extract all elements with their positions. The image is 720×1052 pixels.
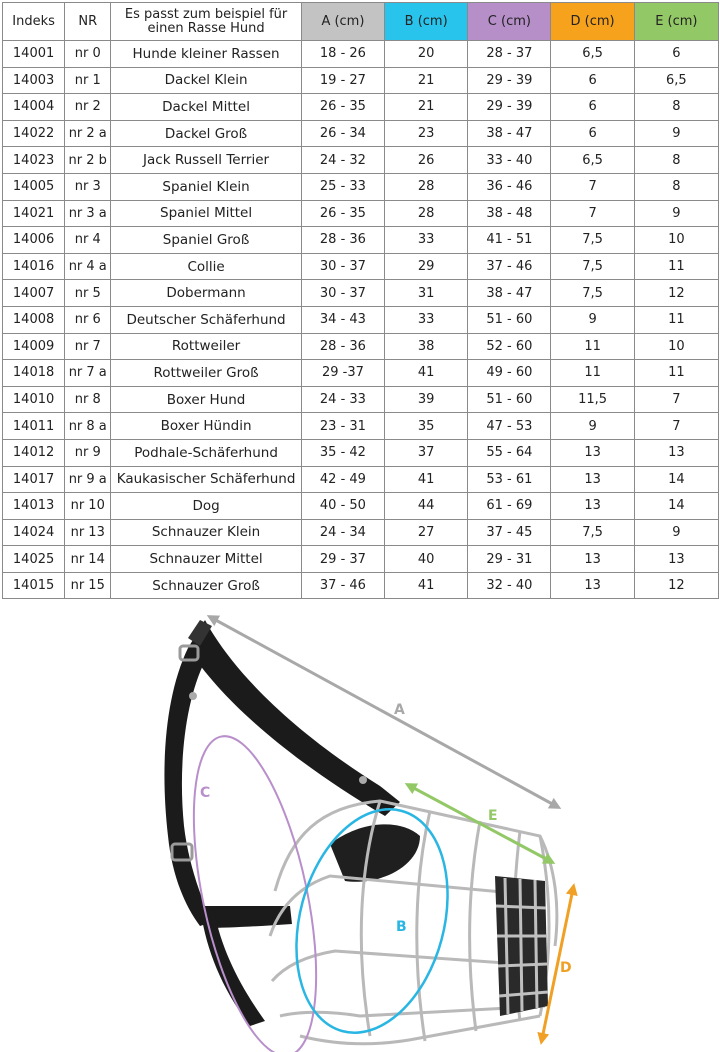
cell-b: 29	[385, 253, 468, 280]
cell-nr: nr 9	[65, 439, 111, 466]
cell-index: 14006	[3, 227, 65, 254]
cell-breed: Collie	[111, 253, 302, 280]
cell-e: 8	[634, 147, 718, 174]
cell-b: 41	[385, 466, 468, 493]
cell-a: 37 - 46	[301, 572, 384, 599]
cell-nr: nr 7	[65, 333, 111, 360]
cell-breed: Boxer Hund	[111, 386, 302, 413]
cell-nr: nr 1	[65, 67, 111, 94]
cell-a: 29 - 37	[301, 546, 384, 573]
table-row	[3, 120, 719, 147]
cell-d: 7,5	[551, 253, 634, 280]
cell-d: 13	[551, 439, 634, 466]
header-d: D (cm)	[551, 3, 634, 41]
cell-b: 41	[385, 360, 468, 387]
cell-a: 25 - 33	[301, 173, 384, 200]
cell-d: 11,5	[551, 386, 634, 413]
cell-a: 28 - 36	[301, 227, 384, 254]
cell-breed: Dog	[111, 493, 302, 520]
cell-index: 14001	[3, 41, 65, 68]
cell-index: 14007	[3, 280, 65, 307]
cell-c: 61 - 69	[468, 493, 551, 520]
cell-nr: nr 15	[65, 572, 111, 599]
cell-a: 26 - 35	[301, 200, 384, 227]
cell-e: 8	[634, 94, 718, 121]
cell-breed: Spaniel Groß	[111, 227, 302, 254]
cell-e: 9	[634, 200, 718, 227]
cell-index: 14024	[3, 519, 65, 546]
cell-e: 9	[634, 519, 718, 546]
cell-b: 31	[385, 280, 468, 307]
table-row	[3, 439, 719, 466]
cell-b: 23	[385, 120, 468, 147]
cell-nr: nr 4 a	[65, 253, 111, 280]
table-row	[3, 147, 719, 174]
cell-e: 14	[634, 466, 718, 493]
table-row	[3, 253, 719, 280]
cell-a: 24 - 32	[301, 147, 384, 174]
cell-b: 38	[385, 333, 468, 360]
cell-b: 40	[385, 546, 468, 573]
table-row	[3, 94, 719, 121]
cell-e: 7	[634, 386, 718, 413]
cell-breed: Schnauzer Klein	[111, 519, 302, 546]
cell-d: 11	[551, 360, 634, 387]
cell-d: 13	[551, 493, 634, 520]
cell-nr: nr 3 a	[65, 200, 111, 227]
cell-d: 7	[551, 200, 634, 227]
cell-b: 33	[385, 306, 468, 333]
cell-e: 11	[634, 306, 718, 333]
cell-b: 28	[385, 173, 468, 200]
cell-breed: Kaukasischer Schäferhund	[111, 466, 302, 493]
cell-b: 41	[385, 572, 468, 599]
cell-d: 13	[551, 572, 634, 599]
cell-nr: nr 6	[65, 306, 111, 333]
cell-index: 14008	[3, 306, 65, 333]
cell-b: 27	[385, 519, 468, 546]
cell-b: 21	[385, 67, 468, 94]
cell-c: 52 - 60	[468, 333, 551, 360]
table-body	[3, 41, 719, 599]
cell-e: 6,5	[634, 67, 718, 94]
cell-breed: Podhale-Schäferhund	[111, 439, 302, 466]
cell-c: 38 - 47	[468, 280, 551, 307]
cell-c: 51 - 60	[468, 306, 551, 333]
cell-b: 39	[385, 386, 468, 413]
cell-d: 7	[551, 173, 634, 200]
cell-b: 37	[385, 439, 468, 466]
cell-nr: nr 10	[65, 493, 111, 520]
cell-breed: Dackel Mittel	[111, 94, 302, 121]
cell-e: 11	[634, 360, 718, 387]
cell-d: 6	[551, 67, 634, 94]
cell-index: 14025	[3, 546, 65, 573]
table-row	[3, 200, 719, 227]
cell-d: 9	[551, 413, 634, 440]
cell-b: 21	[385, 94, 468, 121]
cell-e: 13	[634, 546, 718, 573]
cell-breed: Boxer Hündin	[111, 413, 302, 440]
cell-e: 10	[634, 227, 718, 254]
cell-b: 33	[385, 227, 468, 254]
cell-nr: nr 4	[65, 227, 111, 254]
cell-a: 18 - 26	[301, 41, 384, 68]
cell-e: 11	[634, 253, 718, 280]
cell-a: 24 - 33	[301, 386, 384, 413]
cell-nr: nr 7 a	[65, 360, 111, 387]
cell-breed: Schnauzer Groß	[111, 572, 302, 599]
cell-index: 14005	[3, 173, 65, 200]
cell-e: 9	[634, 120, 718, 147]
table-row	[3, 466, 719, 493]
cell-c: 53 - 61	[468, 466, 551, 493]
cell-d: 6	[551, 94, 634, 121]
label-b: B	[396, 919, 407, 935]
table-row	[3, 519, 719, 546]
cell-b: 20	[385, 41, 468, 68]
cell-e: 6	[634, 41, 718, 68]
cell-c: 38 - 48	[468, 200, 551, 227]
muzzle-diagram	[0, 606, 720, 1052]
table-row	[3, 493, 719, 520]
cell-c: 28 - 37	[468, 41, 551, 68]
cell-index: 14009	[3, 333, 65, 360]
table-row	[3, 546, 719, 573]
cell-c: 29 - 39	[468, 67, 551, 94]
cell-a: 30 - 37	[301, 280, 384, 307]
cell-a: 35 - 42	[301, 439, 384, 466]
cell-c: 41 - 51	[468, 227, 551, 254]
cell-d: 6,5	[551, 41, 634, 68]
cell-breed: Rottweiler Groß	[111, 360, 302, 387]
table-row	[3, 333, 719, 360]
cell-a: 30 - 37	[301, 253, 384, 280]
cell-a: 40 - 50	[301, 493, 384, 520]
cell-c: 38 - 47	[468, 120, 551, 147]
cell-e: 14	[634, 493, 718, 520]
cell-index: 14012	[3, 439, 65, 466]
label-d: D	[560, 960, 572, 976]
cell-d: 7,5	[551, 519, 634, 546]
cell-nr: nr 2	[65, 94, 111, 121]
header-e: E (cm)	[634, 3, 718, 41]
cell-e: 12	[634, 280, 718, 307]
cell-b: 26	[385, 147, 468, 174]
measure-e-arrow	[410, 786, 550, 861]
label-e: E	[488, 808, 498, 824]
cell-d: 11	[551, 333, 634, 360]
cell-e: 8	[634, 173, 718, 200]
cell-a: 19 - 27	[301, 67, 384, 94]
cell-index: 14016	[3, 253, 65, 280]
cell-e: 13	[634, 439, 718, 466]
cell-index: 14022	[3, 120, 65, 147]
cell-index: 14017	[3, 466, 65, 493]
cell-d: 9	[551, 306, 634, 333]
cell-b: 28	[385, 200, 468, 227]
cell-d: 6	[551, 120, 634, 147]
cell-nr: nr 14	[65, 546, 111, 573]
cell-c: 33 - 40	[468, 147, 551, 174]
cell-nr: nr 8 a	[65, 413, 111, 440]
cell-nr: nr 13	[65, 519, 111, 546]
cell-d: 13	[551, 466, 634, 493]
cell-index: 14003	[3, 67, 65, 94]
cell-breed: Spaniel Klein	[111, 173, 302, 200]
cell-nr: nr 5	[65, 280, 111, 307]
cell-index: 14021	[3, 200, 65, 227]
cell-breed: Dackel Groß	[111, 120, 302, 147]
label-a: A	[394, 702, 405, 718]
cell-b: 35	[385, 413, 468, 440]
cell-nr: nr 0	[65, 41, 111, 68]
cell-c: 51 - 60	[468, 386, 551, 413]
header-breed: Es passt zum beispiel für einen Rasse Hund	[111, 3, 302, 41]
cell-c: 37 - 45	[468, 519, 551, 546]
cell-breed: Deutscher Schäferhund	[111, 306, 302, 333]
cell-index: 14011	[3, 413, 65, 440]
cell-c: 29 - 39	[468, 94, 551, 121]
cell-breed: Spaniel Mittel	[111, 200, 302, 227]
cell-a: 24 - 34	[301, 519, 384, 546]
cell-e: 10	[634, 333, 718, 360]
cell-d: 7,5	[551, 227, 634, 254]
cell-breed: Jack Russell Terrier	[111, 147, 302, 174]
header-nr: NR	[65, 3, 111, 41]
header-index: Indeks	[3, 3, 65, 41]
cell-d: 7,5	[551, 280, 634, 307]
header-c: C (cm)	[468, 3, 551, 41]
cell-a: 42 - 49	[301, 466, 384, 493]
cell-c: 36 - 46	[468, 173, 551, 200]
cell-breed: Dackel Klein	[111, 67, 302, 94]
cell-index: 14015	[3, 572, 65, 599]
cell-index: 14004	[3, 94, 65, 121]
cell-index: 14018	[3, 360, 65, 387]
cell-c: 47 - 53	[468, 413, 551, 440]
cell-nr: nr 2 a	[65, 120, 111, 147]
header-row	[3, 3, 719, 41]
cell-e: 12	[634, 572, 718, 599]
cell-c: 55 - 64	[468, 439, 551, 466]
cell-breed: Dobermann	[111, 280, 302, 307]
table-row	[3, 67, 719, 94]
cell-breed: Schnauzer Mittel	[111, 546, 302, 573]
cell-e: 7	[634, 413, 718, 440]
cell-a: 26 - 35	[301, 94, 384, 121]
table-row	[3, 413, 719, 440]
label-c: C	[200, 785, 211, 801]
cell-c: 37 - 46	[468, 253, 551, 280]
cell-breed: Rottweiler	[111, 333, 302, 360]
cell-nr: nr 8	[65, 386, 111, 413]
cell-a: 28 - 36	[301, 333, 384, 360]
table-row	[3, 41, 719, 68]
cell-a: 23 - 31	[301, 413, 384, 440]
table-row	[3, 386, 719, 413]
cell-index: 14013	[3, 493, 65, 520]
table-row	[3, 572, 719, 599]
cell-a: 34 - 43	[301, 306, 384, 333]
cell-nr: nr 3	[65, 173, 111, 200]
cell-b: 44	[385, 493, 468, 520]
header-b: B (cm)	[385, 3, 468, 41]
cell-c: 29 - 31	[468, 546, 551, 573]
nose-pad	[330, 824, 420, 881]
table-row	[3, 360, 719, 387]
table-row	[3, 227, 719, 254]
cell-nr: nr 9 a	[65, 466, 111, 493]
cell-a: 29 -37	[301, 360, 384, 387]
size-table	[2, 2, 719, 599]
cell-c: 32 - 40	[468, 572, 551, 599]
cell-a: 26 - 34	[301, 120, 384, 147]
header-a: A (cm)	[301, 3, 384, 41]
cell-index: 14023	[3, 147, 65, 174]
cell-d: 13	[551, 546, 634, 573]
table-row	[3, 306, 719, 333]
top-strap	[188, 620, 400, 816]
cell-c: 49 - 60	[468, 360, 551, 387]
table-row	[3, 173, 719, 200]
cell-breed: Hunde kleiner Rassen	[111, 41, 302, 68]
cell-index: 14010	[3, 386, 65, 413]
cell-d: 6,5	[551, 147, 634, 174]
cell-nr: nr 2 b	[65, 147, 111, 174]
table-row	[3, 280, 719, 307]
